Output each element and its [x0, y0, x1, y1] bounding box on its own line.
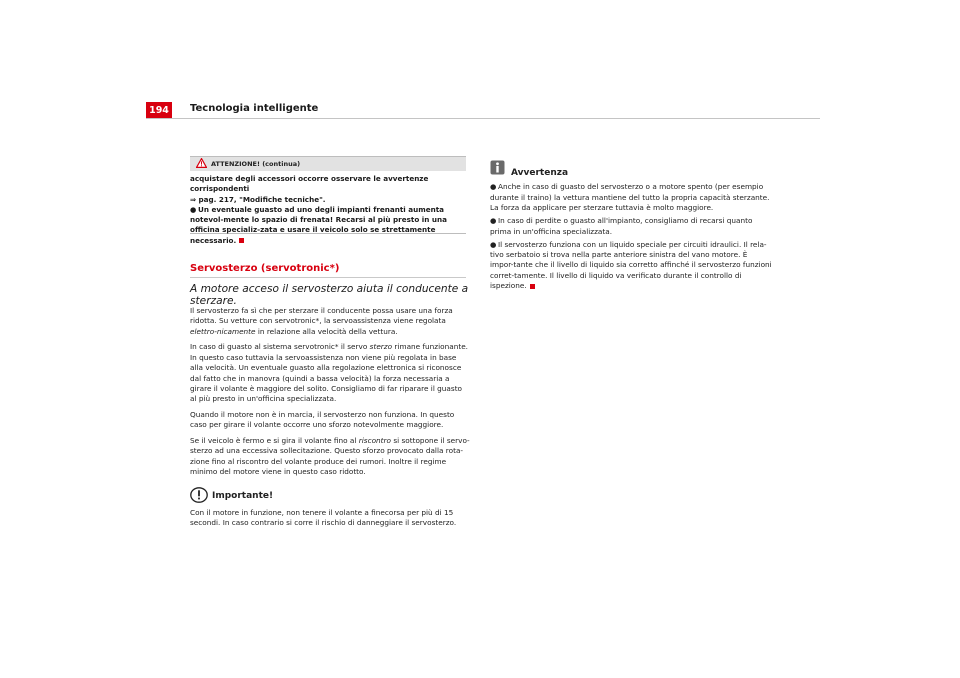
- note-bullet-1-text: Anche in caso di guasto del servosterzo o a motore spento (per esempio durante il traino) la vettura mantiene del tutto la propria capacità sterzante. La forza da applicare per sterzare tuttavia è molto maggiore.: [490, 182, 770, 213]
- paragraph-4-text-end: si sottopone il servo-sterzo ad una eccessiva sollecitazione. Questo sforzo provocato dalla rota-zione fino al riscontro del volante produce dei rumori. Inoltre il regime minimo del motore viene in questo caso ridotto.: [190, 436, 470, 477]
- warning-triangle-icon: [196, 158, 211, 170]
- important-header: [190, 487, 470, 506]
- warning-label: ATTENZIONE! (continua): [211, 160, 301, 168]
- bullet-marker: ●: [490, 182, 497, 192]
- warning-line-2: ⇒ pag. 217, "Modifiche tecniche".: [190, 194, 326, 204]
- warning-body: [190, 171, 466, 246]
- paragraph-4-italic: riscontro: [358, 436, 392, 446]
- note-bullet-3: [490, 240, 772, 292]
- note-bullet-3-text: Il servosterzo funziona con un liquido speciale per circuiti idraulici. Il rela-tivo serbatoio si trova nella parte anteriore sinistra del vano motore. È impor-tante che il livello di liquido sia corretto affinché il servosterzo funzioni corret-tamente. Il livello di liquido va verificato durante il controllo di ispezione.: [490, 239, 772, 291]
- info-note-icon: [490, 160, 511, 178]
- note-title: Avvertenza: [511, 168, 569, 178]
- right-column: [490, 160, 772, 294]
- note-bullet-1: [490, 182, 772, 213]
- paragraph-2-text-end: rimane funzionante. In questo caso tuttavia la servoassistenza non viene più regolata in base alla velocità. Un eventuale guasto alla regolazione elettronica si riconosce dal fatto che in manovra (quindi a bassa velocità) la forza necessaria a girare il volante è maggiore del solito. Consigliamo di far riparare il guasto al più presto in un'officina specializzata.: [190, 342, 468, 404]
- paragraph-1-italic: elettro-nicamente: [190, 326, 256, 336]
- exclamation-circle-icon: [190, 487, 212, 506]
- end-marker-icon: [530, 284, 535, 289]
- end-marker-icon: [239, 238, 244, 243]
- warning-bullet: [190, 205, 466, 246]
- warning-line-1: acquistare degli accessori occorre osservare le avvertenze corrispondenti: [190, 174, 429, 194]
- warning-bullet-text: Un eventuale guasto ad uno degli impianti frenanti aumenta notevol-mente lo spazio di frenata! Recarsi al più presto in una officina specializ-zata e usare il veicolo solo se strettamente necessario.: [190, 204, 447, 245]
- important-title: Importante!: [212, 491, 274, 502]
- bullet-marker: ●: [490, 239, 497, 249]
- page-number: 194: [146, 102, 172, 118]
- warning-box: [190, 156, 466, 245]
- section-divider: [190, 277, 466, 278]
- warning-header: [190, 157, 466, 171]
- paragraph-4-text: Se il veicolo è fermo e si gira il volante fino al: [190, 436, 359, 446]
- header-divider: [146, 118, 820, 119]
- paragraph-2-text: In caso di guasto al sistema servotronic* il servo: [190, 342, 370, 352]
- paragraph-4: [190, 436, 470, 478]
- note-header: [490, 160, 772, 178]
- section-lead: A motore acceso il servosterzo aiuta il conducente a sterzare.: [190, 283, 469, 307]
- paragraph-3: Quando il motore non è in marcia, il servosterzo non funziona. In questo caso per girare il volante occorre uno sforzo notevolmente maggiore.: [190, 410, 455, 430]
- bullet-marker: ●: [490, 216, 497, 226]
- paragraph-1-text-end: in relazione alla velocità della vettura.: [255, 326, 398, 336]
- important-text: Con il motore in funzione, non tenere il volante a finecorsa per più di 15 secondi. In caso contrario si corre il rischio di danneggiare il servosterzo.: [190, 508, 457, 528]
- paragraph-1-text: Il servosterzo fa sì che per sterzare il conducente possa usare una forza ridotta. Su vetture con servotronic*, la servoassistenza viene regolata: [190, 306, 453, 326]
- bullet-marker: ●: [190, 204, 197, 214]
- section-title: Servosterzo (servotronic*): [190, 263, 340, 274]
- note-bullet-2: [490, 216, 772, 237]
- paragraph-2: [190, 342, 470, 404]
- note-bullet-2-text: In caso di perdite o guasto all'impianto, consigliamo di recarsi quanto prima in un'officina specializzata.: [490, 216, 753, 236]
- left-column: [190, 306, 470, 534]
- page-header-title: Tecnologia intelligente: [190, 103, 319, 114]
- paragraph-2-italic: sterzo: [369, 342, 393, 352]
- paragraph-1: [190, 306, 470, 337]
